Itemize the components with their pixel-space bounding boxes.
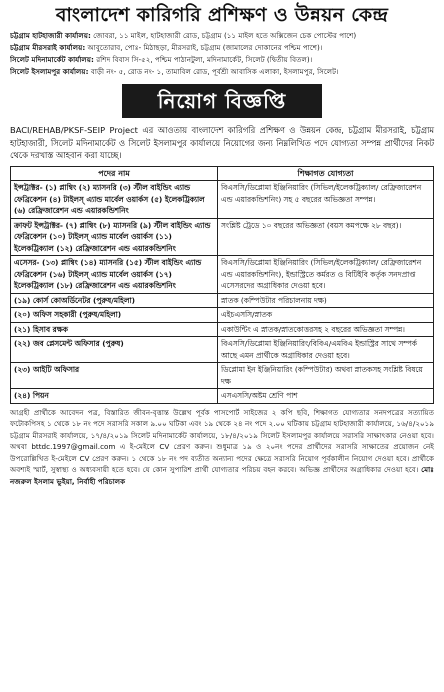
post-name: এসেসর- (১৩) প্লাম্বিং (১৪) ম্যাসনরি (১৫) স্টীল বাইন্ডিং এ্যান্ড ফেব্রিকেশন (১৬) টাইলস্ এ্যান্ড মার্বেল ওয়ার্কস (১৭) ইলেকট্রিক্যাল (১৮) রেফ্রিজারেশন এন্ড এয়ারকন্ডিশনিং [11,256,218,294]
office-address: বাড়ী নং- ৫, রোড নং- ১, তামাবিল রোড, পূর্বশ্রী আবাসিক এলাকা, ইসলামপুর, সিলেট। [90,67,339,76]
office-label: সিলেট মদিনামার্কেট কার্যালয়: [10,55,94,64]
office-line [10,30,434,42]
table-row [11,322,434,337]
post-name: (২৪) পিয়ন [11,389,218,404]
post-qualification: বিএসসি/ডিপ্লোমা ইঞ্জিনিয়ারিং (সিভিল/ইলেকট্রিক্যাল/ রেফ্রিজারেশন এন্ড এয়ারকন্ডিশনিং), ইন্ডাস্ট্রিতে কর্মরত ও বিটিইবি কর্তৃক সনদপ্রাপ্ত এসেসরদের অগ্রাধিকার দেওয়া হবে। [218,256,434,294]
post-name: ইন্সট্রাক্টর- (১) প্লাম্বিং (২) ম্যাসনরি (৩) স্টীল বাইন্ডিং এ্যান্ড ফেব্রিকেশন (৪) টাইলস্ এ্যান্ড মার্বেল ওয়ার্কস (৫) ইলেকট্রিক্যাল (৬) রেফ্রিজারেশন এন্ড এয়ারকন্ডিশনিং [11,181,218,219]
office-line [10,66,434,78]
office-label: সিলেট ইসলামপুর কার্যালয়: [10,67,89,76]
table-row [11,389,434,404]
post-qualification: একাউন্টিং এ স্নাতক/স্নাতকোত্তরসহ ২ বছরের অভিজ্ঞতা সম্পন্ন। [218,322,434,337]
posts-table [10,166,434,404]
office-line [10,54,434,66]
table-header-row [11,166,434,181]
job-circular [2,2,442,688]
office-address: রশিদ বিবাস সি-৫২, পশ্চিম পাঠানটুলা, মদিনামার্কেট, সিলেট (দ্বিতীয় বিতল)। [96,55,313,64]
table-row [11,218,434,256]
table-row [11,256,434,294]
organization-title: বাংলাদেশ কারিগরি প্রশিক্ষণ ও উন্নয়ন কেন্দ্র [55,4,389,26]
office-label: চট্টগ্রাম মীরসরাই কার্যালয়: [10,43,86,52]
table-row [11,308,434,323]
office-address: জোবরা, ১১ মাইল, হাটহাজারী রোড, চট্টগ্রাম (১১ মাইল হতে অক্সিজেন চেক পোস্টের পাশে) [93,31,357,40]
table-row [11,181,434,219]
office-label: চট্টগ্রাম হাটহাজারী কার্যালয়: [10,31,91,40]
application-instructions [10,407,434,488]
post-qualification: এসএসসি/অষ্টম শ্রেণি পাশ [218,389,434,404]
post-qualification: বিএসসি/ডিপ্লোমা ইঞ্জিনিয়ারিং (সিভিল/ইলেকট্রিক্যাল/ রেফ্রিজারেশন এন্ড এয়ারকন্ডিশনিং) সহ ৫ বছরের অভিজ্ঞতা সম্পন্ন। [218,181,434,219]
post-qualification: ডিপ্লোমা ইন ইঞ্জিনিয়ারিং (কম্পিউটার) অথবা স্নাতকসহ সংশ্লিষ্ট বিষয়ে দক্ষ [218,363,434,389]
table-row [11,293,434,308]
office-line [10,42,434,54]
instructions-text: আগ্রহী প্রার্থীকে আবেদন পত্র, বিস্তারিত জীবন-বৃত্তান্ত উল্লেখ পূর্বক পাসপোর্ট সাইজের ২ কপি ছবি, শিক্ষাগত যোগ্যতার সনদপত্রের সত্যায়িত ফটোকপিসহ ১ থেকে ১৮ নং পদে সরাসরি সকাল ৯.০০ ঘটিকা এবং ১৯ থেকে ২৪ নং পদে ২.০০ ঘটিকায় চট্টগ্রাম হাটহাজারী কার্যালয়ে, ১৬/৪/২০১৯ চট্টগ্রাম মীরসরাই কার্যালয়ে, ১৭/৪/২০১৯ সিলেট মদিনামার্কেট কার্যালয়ে, ১৮/৪/২০১৯ সিলেট ইসলামপুর কার্যালয়ে সরাসরি সাক্ষাৎকার নেওয়া হবে। অথবা bttdc.1997@gmail.com এ ই-মেইলে CV প্রেরণ করুন। শুধুমাত্র ১৯ ও ২০নং পদের প্রার্থীদের সরাসরি সাক্ষাতের প্রয়োজন নেই উপরোল্লিখিত ই-মেইলে CV প্রেরণ করুন। ১ থেকে ১৮ নং পদ ব্যতীত অন্যান্য পদের ক্ষেত্রে সরাসরি নিয়োগ পূর্বকালীন নিয়োগ দেওয়া হবে। প্রার্থীকে অবশ্যই স্মার্ট, সুস্বাস্থ্য ও অধ্যবসায়ী হতে হবে। যে কোন সুপারিশ প্রার্থী যোগ্যতার পরিচয় বহন করবে। অভিজ্ঞ প্রার্থীদের অগ্রাধিকার দেওয়া হবে। [10,407,434,475]
table-row [11,337,434,363]
post-qualification: স্নাতক (কম্পিউটার পরিচালনায় দক্ষ) [218,293,434,308]
recruitment-banner: নিয়োগ বিজ্ঞপ্তি [122,84,322,118]
post-column-header: পদের নাম [11,166,218,181]
post-qualification: এইচএসসি/স্নাতক [218,308,434,323]
office-address: আবুতোরাব, পোঃ- মিঠাছড়া, মীরসরাই, চট্টগ্রাম (জামালের দোকানের পশ্চিম পাশে)। [87,43,323,52]
post-name: (২৩) আইটি অফিসার [11,363,218,389]
signature: মোঃ নজরুল ইসলাম ভুইয়া, নির্বাহী পরিচালক [10,465,434,487]
post-name: (২০) অফিস সহকারী (পুরুষ/মহিলা) [11,308,218,323]
post-qualification: সংশ্লিষ্ট ট্রেডে ১০ বছরের অভিজ্ঞতা (বয়স কমপক্ষে ২৮ বছর)। [218,218,434,256]
post-qualification: বিএসসি/ডিপ্লোমা ইঞ্জিনিয়ারিং/বিবিএ/এমবিএ ইন্ডাস্ট্রির সাথে সম্পর্ক আছে এমন প্রার্থীকে অগ্রাধিকার দেওয়া হবে। [218,337,434,363]
table-row [11,363,434,389]
qualification-column-header: শিক্ষাগত যোগ্যতা [218,166,434,181]
post-name: ক্রাফট ইন্সট্রাক্টর- (৭) প্লাম্বিং (৮) ম্যাসনরি (৯) স্টীল বাইন্ডিং এ্যান্ড ফেব্রিকেশন (১০) টাইলস্ এ্যান্ড মার্বেল ওয়ার্কস (১১) ইলেকট্রিক্যাল (১২) রেফ্রিজারেশন এন্ড এয়ারকন্ডিশনিং [11,218,218,256]
office-addresses [10,30,434,78]
post-name: (২২) জব প্লেসমেন্ট অফিসার (পুরুষ) [11,337,218,363]
intro-paragraph: BACI/REHAB/PKSF-SEIP Project এর আওতায় বাংলাদেশ কারিগরি প্রশিক্ষণ ও উন্নয়ন কেন্দ্র, চট্টগ্রাম মীরসরাই, চট্টগ্রাম হাটহাজারী, সিলেট মদিনামার্কেট ও সিলেট ইসলামপুর কার্যালয়ে নিয়োগের জন্য নিম্নলিখিত পদে যোগ্যতা সম্পন্ন প্রার্থীদের নিকট থেকে দরখাস্ত আহবান করা যাচ্ছে। [10,125,434,160]
post-name: (১৯) কোর্স কোঅর্ডিনেটর (পুরুষ/মহিলা) [11,293,218,308]
post-name: (২১) হিসাব রক্ষক [11,322,218,337]
